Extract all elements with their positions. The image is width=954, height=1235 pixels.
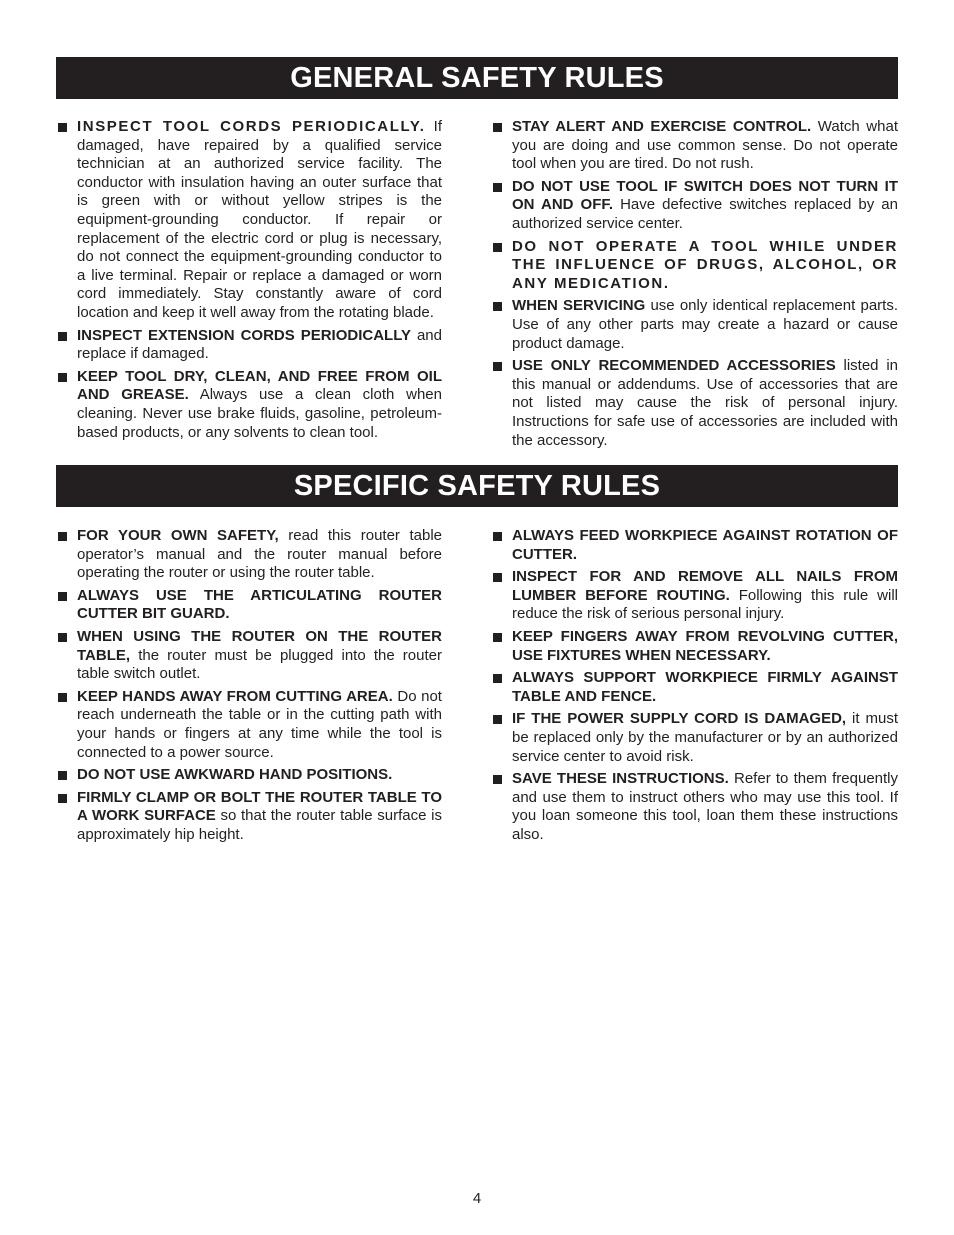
rule-text: the router must be plugged into the router table switch outlet.: [77, 646, 442, 683]
rule-heading: DO NOT USE TOOL IF SWITCH DOES NOT TURN IT ON AND OFF.: [512, 177, 898, 214]
page-number: 4: [472, 1190, 482, 1207]
rule-heading: KEEP TOOL DRY, CLEAN, AND FREE FROM OIL AND GREASE.: [77, 367, 442, 404]
rule-awkward-positions: [56, 766, 442, 785]
general-rules-left-column: [56, 118, 442, 446]
rule-heading: ALWAYS FEED WORKPIECE AGAINST ROTATION OF CUTTER.: [512, 527, 898, 563]
rule-inspect-extension-cords: [56, 327, 442, 364]
rule-feed-workpiece: [491, 527, 898, 564]
rule-heading: FIRMLY CLAMP OR BOLT THE ROUTER TABLE TO A WORK SURFACE: [77, 788, 442, 825]
general-safety-rules-heading: GENERAL SAFETY RULES: [56, 57, 898, 99]
general-rules-right-column: [491, 118, 898, 454]
rule-keep-tool-dry: [56, 368, 442, 442]
rule-recommended-accessories: [491, 357, 898, 450]
rule-heading: IF THE POWER SUPPLY CORD IS DAMAGED,: [512, 710, 847, 728]
rule-power-cord-damaged: [491, 710, 898, 766]
rule-text: Following this rule will reduce the risk of serious personal injury.: [512, 586, 898, 623]
rule-heading: KEEP HANDS AWAY FROM CUTTING AREA.: [77, 687, 393, 705]
rule-text: listed in this manual or addendums. Use of accessories that are not listed may cause the risk of personal injury. Instructions for safe use of accessories are included with the accessory.: [512, 357, 898, 449]
rule-own-safety: [56, 527, 442, 583]
rule-text: Do not reach underneath the table or in the cutting path with your hands or fingers at any time while the tool is connected to a power source.: [77, 687, 442, 761]
rule-text: Have defective switches replaced by an authorized service center.: [512, 196, 898, 232]
rule-inspect-tool-cords: [56, 118, 442, 323]
rule-text: it must be replaced only by the manufacturer or by an authorized service center to avoid risk.: [512, 710, 899, 765]
rule-heading: WHEN SERVICING: [512, 297, 646, 315]
rule-text: use only identical replacement parts. Use of any other parts may create a hazard or cause product damage.: [512, 297, 898, 352]
rule-heading: WHEN USING THE ROUTER ON THE ROUTER TABLE,: [77, 627, 442, 664]
specific-rules-left-column: [56, 527, 442, 849]
rule-switch: [491, 178, 898, 234]
rule-heading: USE ONLY RECOMMENDED ACCESSORIES: [512, 357, 836, 375]
rule-heading: KEEP FINGERS AWAY FROM REVOLVING CUTTER, USE FIXTURES WHEN NECESSARY.: [512, 627, 898, 664]
rule-save-instructions: [491, 770, 898, 844]
rule-router-on-table: [56, 628, 442, 684]
rule-stay-alert: [491, 118, 898, 174]
rule-text: Always use a clean cloth when cleaning. Never use brake fluids, gasoline, petroleum-based products, or any solvents to clean tool.: [77, 386, 442, 441]
rule-remove-nails: [491, 568, 898, 624]
rule-text: If damaged, have repaired by a qualified service technician at an authorized service facility. The conductor with insulation having an outer surface that is green with or without yellow stripes is the equipment-grounding conductor. If repair or replacement of the electric cord or plug is necessary, do not connect the equipment-grounding conductor to a live terminal. Repair or replace a damaged or worn cord immediately. Stay constantly aware of cord location and keep it well away from the rotating blade.: [77, 118, 442, 321]
rule-heading: DO NOT OPERATE A TOOL WHILE UNDER THE INFLUENCE OF DRUGS, ALCOHOL, OR ANY MEDICATION.: [512, 237, 898, 292]
rule-heading: INSPECT TOOL CORDS PERIODICALLY.: [77, 118, 426, 135]
rule-hands-away: [56, 688, 442, 762]
specific-safety-rules-heading: SPECIFIC SAFETY RULES: [56, 465, 898, 507]
rule-support-workpiece: [491, 669, 898, 706]
rule-text: Watch what you are doing and use common sense. Do not operate tool when you are tired. Do not rush.: [512, 118, 898, 173]
rule-heading: FOR YOUR OWN SAFETY,: [77, 527, 279, 544]
rule-text: read this router table operator’s manual and the router manual before operating the router or using the router table.: [77, 527, 442, 582]
rule-bit-guard: [56, 587, 442, 624]
rule-heading: INSPECT EXTENSION CORDS PERIODICALLY: [77, 326, 412, 344]
rule-heading: SAVE THESE INSTRUCTIONS.: [512, 770, 729, 788]
rule-fingers-away: [491, 628, 898, 665]
rule-drugs-alcohol: [491, 238, 898, 294]
rule-heading: INSPECT FOR AND REMOVE ALL NAILS FROM LUMBER BEFORE ROUTING.: [512, 568, 898, 604]
rule-heading: ALWAYS USE THE ARTICULATING ROUTER CUTTER BIT GUARD.: [77, 586, 442, 623]
rule-text: and replace if damaged.: [77, 326, 442, 363]
rule-heading: STAY ALERT AND EXERCISE CONTROL.: [512, 118, 812, 135]
specific-rules-right-column: [491, 527, 898, 849]
rule-heading: ALWAYS SUPPORT WORKPIECE FIRMLY AGAINST TABLE AND FENCE.: [512, 669, 898, 705]
rule-clamp-table: [56, 789, 442, 845]
rule-text: Refer to them frequently and use them to instruct others who may use this tool. If you loan someone this tool, loan them these instructions also.: [512, 770, 898, 843]
rule-heading: DO NOT USE AWKWARD HAND POSITIONS.: [77, 766, 393, 784]
rule-when-servicing: [491, 297, 898, 353]
rule-text: so that the router table surface is approximately hip height.: [77, 807, 442, 843]
